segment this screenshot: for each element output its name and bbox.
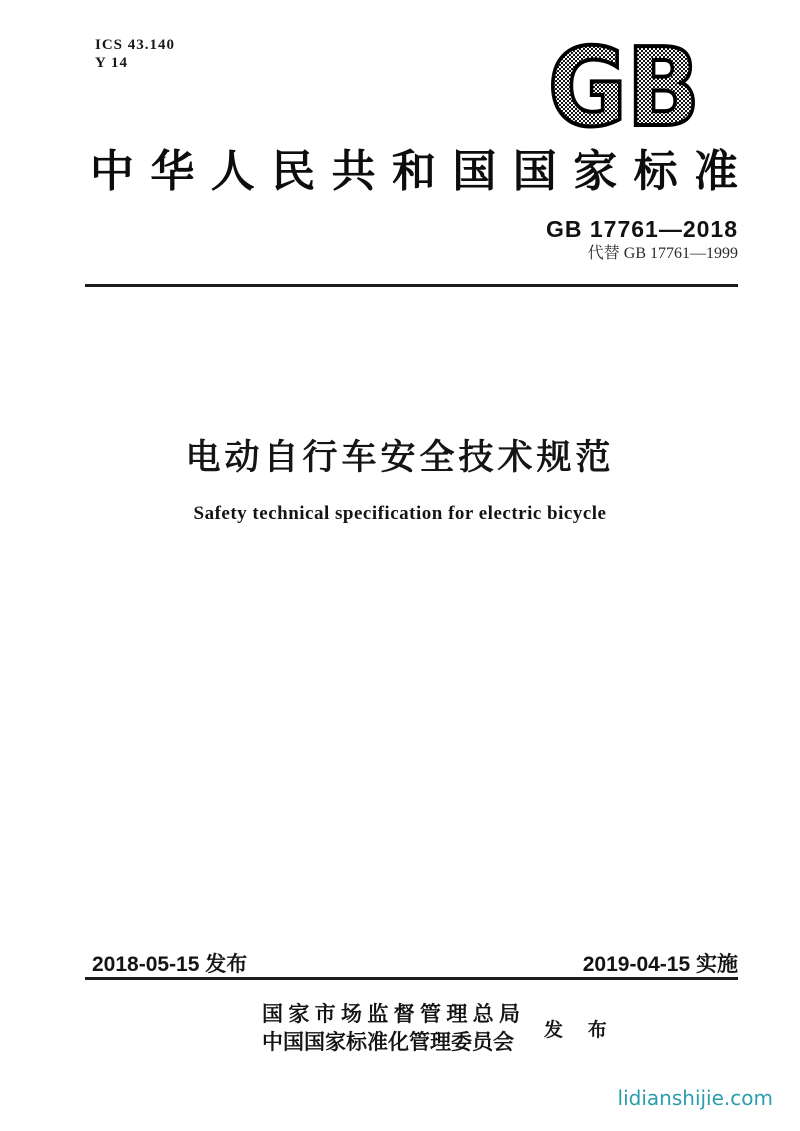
issuer-names [262,1000,520,1056]
gb-logo-text: GB [548,38,700,132]
issuer-line-2: 中国国家标准化管理委员会 [262,1030,514,1054]
document-title-chinese: 电动自行车安全技术规范 [185,438,615,477]
implementation-date-group [583,948,738,978]
issue-label: 发布 [205,953,248,976]
category-code: Y 14 [95,55,129,71]
gb-logo [545,38,703,132]
issuer-line-1: 国家市场监督管理总局 [262,1002,520,1026]
standard-code: GB 17761—2018 [545,216,738,242]
issue-date-group [92,948,247,978]
implementation-label: 实施 [696,953,738,976]
ics-classification [95,36,175,72]
implementation-date: 2019-04-15 [582,953,691,976]
document-title-english: Safety technical specification for electric bicycle [193,503,607,524]
site-watermark: lidianshijie.com [617,1086,773,1110]
dates-row [92,948,738,978]
bottom-divider-rule [85,977,738,980]
issuer-block [262,1000,617,1056]
publish-label: 发 布 [544,1019,617,1041]
national-standard-heading: 中华人民共和国国家标准 [90,147,738,196]
issue-date: 2018-05-15 [92,953,200,976]
ics-number: ICS 43.140 [95,37,176,53]
standard-number-block [546,216,738,263]
top-divider-rule [85,284,738,287]
gb-logo-graphic [545,38,703,132]
replaced-standard: 代替 GB 17761—1999 [587,245,738,262]
